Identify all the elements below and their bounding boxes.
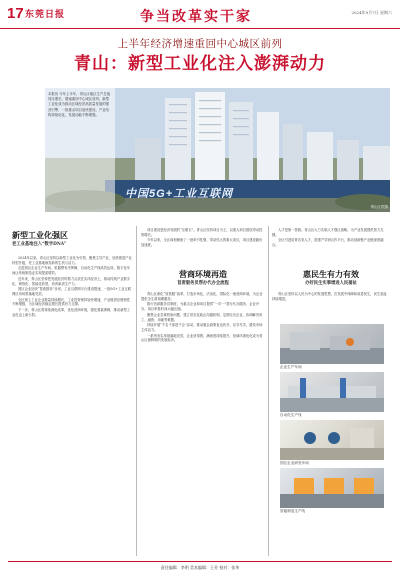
photo-credit: 青山区供图 [370,205,388,209]
photo-caption: 企业生产车间 [280,365,302,369]
paragraph: 青山区深化“放管服”改革，打造市场化、法治化、国际化一流营商环境，为企业提供全生命周期服务。 [141,292,263,301]
production-line-photo [280,372,384,412]
paragraph: 持续开展“千名干部进千企”活动，推动惠企政策直达快享、应享尽享，激发市场主体活力。 [141,323,263,332]
paper-name: 东莞日报 [25,10,66,20]
hero-lead-paragraph: 本报讯 今年上半年，青山区地区生产总值同比增长，增速重回中心城区前列。新型工业化成为推动区域经济高质量发展的强劲引擎，一批重点项目加快建设，产业结构持续优化，发展动能不断增强。 [48,92,111,117]
workshop-image [280,420,384,460]
photo-caption: 智能制造生产线 [280,509,306,513]
footer-credits: 责任编辑：李明 美术编辑：王芳 校对：张华 [160,565,240,570]
workshop-photo [280,420,384,460]
smart-manufacturing-photo [280,468,384,508]
date-line: 2024年9月7日 星期六 [351,10,392,15]
col3-subhead: 惠民生有力有效 [303,270,359,279]
paragraph: 今年以来，全区谋划储备了一批牵引性强、带动性大的重大项目，项目建设跑出加速度。 [141,238,263,248]
paragraph: 青山区坚持以人民为中心的发展思想，在发展中保障和改善民生，民生福祉持续增进。 [272,292,387,301]
paragraph: 全区规上工业企业数量持续增长，工业投资保持较快增速，产业链供应链韧性不断增强，为区域经济稳定增长提供有力支撑。 [12,297,131,307]
col1-subsubhead: 老工业基地注入“数字DNA” [12,242,67,247]
paragraph: 2024年以来，青山区坚持以新型工业化为引领，聚焦主导产业，加快推进产业转型升级，老工业基地焕发新的生机与活力。 [12,256,132,265]
paragraph: 聚焦企业急难愁盼问题，建立常态化政企沟通机制，定期走访企业，协调解决用工、融资、用地等难题。 [141,312,263,322]
paragraph: 下一步，青山区将持续深化改革，优化营商环境，强化要素保障，推动新型工业化迈上新台阶。 [12,308,131,317]
paragraph: 走进园区企业生产车间，机器臂有序挥舞，自动化生产线高效运转，数字化车间让传统制造业实现提质增效。 [12,266,131,276]
col2-subsubhead: 首席服务员帮办代办全流程 [177,281,229,286]
col3-heading-block [272,270,390,290]
paragraph: 推行首席服务员制度，为重点企业和项目提供“一对一”帮办代办服务，企业开办、项目审批时间大幅压缩。 [141,302,260,312]
paragraph: 近年来，青山区坚持把发展经济的着力点放在实体经济上，推动传统产业数字化、网络化、智能化转型，培育新质生产力。 [12,276,131,286]
col2-lead-text [141,228,265,266]
masthead [0,0,400,29]
col2-heading-block [141,270,265,290]
col3-article-text [272,292,390,322]
col3-lead-text [272,228,390,268]
headline-title: 青山：新型工业化注入澎湃动力 [74,54,326,73]
smart-manufacturing-image [280,468,384,508]
paragraph: 全区引进培育各类人才，搭建产学研合作平台，推动创新链产业链深度融合。 [272,238,384,248]
column-divider [268,226,269,556]
production-line-image [280,372,384,412]
hero-lead-text [45,88,115,212]
photo-caption: 园区企业研发车间 [280,461,309,465]
col2-article-text [141,292,265,556]
photo-caption: 自动化生产线 [280,413,302,417]
section-title: 争当改革实干家 [140,8,252,24]
paragraph: 园区企业加快“智改数转”步伐，工业互联网平台建设提速，一批5G+工业互联网应用场景落地见效。 [12,287,132,296]
col1-article-text [12,256,132,556]
footer-rule [8,561,392,562]
column-divider [136,226,137,556]
col2-subhead: 营商环境再造 [179,270,227,279]
building-sign-text: 中国5G+工业互联网 [125,188,234,200]
col3-subsubhead: 办好民生实事增进人民福祉 [305,281,357,286]
paragraph: 一系列务实举措落地见效，企业获得感、满意度持续提升，营商环境优化成为青山区最鲜明的发展标识。 [141,333,263,343]
headline-kicker: 上半年经济增速重回中心城区前列 [117,38,283,50]
col1-subhead: 新型工业化强区 [12,231,68,240]
paragraph: 项目建设是经济发展的“压舱石”。青山区坚持项目为王，以重大项目建设带动投资增长。 [141,228,263,237]
factory-photo [280,324,384,364]
paragraph: 人才是第一资源。青山区大力实施人才强区战略，为产业发展提供智力支撑。 [272,228,384,237]
page-number: 17 [7,5,24,22]
col1-heading-block [12,231,132,251]
factory-image [280,324,384,364]
